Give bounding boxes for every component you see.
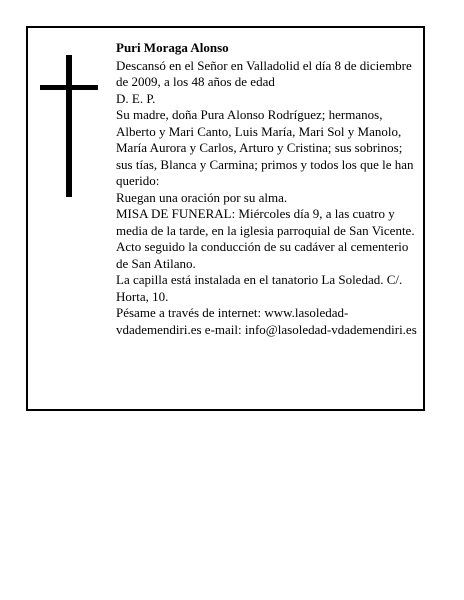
cross-horizontal-bar	[40, 85, 98, 90]
online-condolences: Pésame a través de internet: www.lasoledad-vdademendiri.es e-mail: info@lasoledad-vdademendiri.es	[116, 305, 417, 337]
cross-icon	[40, 55, 98, 197]
deceased-name: Puri Moraga Alonso	[116, 40, 229, 55]
funeral-mass-details: MISA DE FUNERAL: Miércoles día 9, a las cuatro y media de la tarde, en la iglesia parroquial de San Vicente. Acto seguido la conducción de su cadáver al cementerio de San Atilano.	[116, 206, 415, 271]
family-list: Su madre, doña Pura Alonso Rodríguez; hermanos, Alberto y Mari Canto, Luis María, Mari Sol y Manolo, María Aurora y Carlos, Arturo y Cristina; sus sobrinos; sus tías, Blanca y Carmina; primos y todos los que le han querido:	[116, 107, 414, 188]
prayer-request: Ruegan una oración por su alma.	[116, 189, 288, 205]
cross-vertical-bar	[66, 55, 72, 197]
obituary-notice	[26, 26, 425, 411]
rip-text: D. E. P.	[116, 90, 156, 106]
notice-text	[116, 40, 420, 338]
chapel-location: La capilla está instalada en el tanatorio La Soledad. C/. Horta, 10.	[116, 272, 403, 304]
death-announcement: Descansó en el Señor en Valladolid el día 8 de diciembre de 2009, a los 48 años de edad	[116, 57, 412, 89]
